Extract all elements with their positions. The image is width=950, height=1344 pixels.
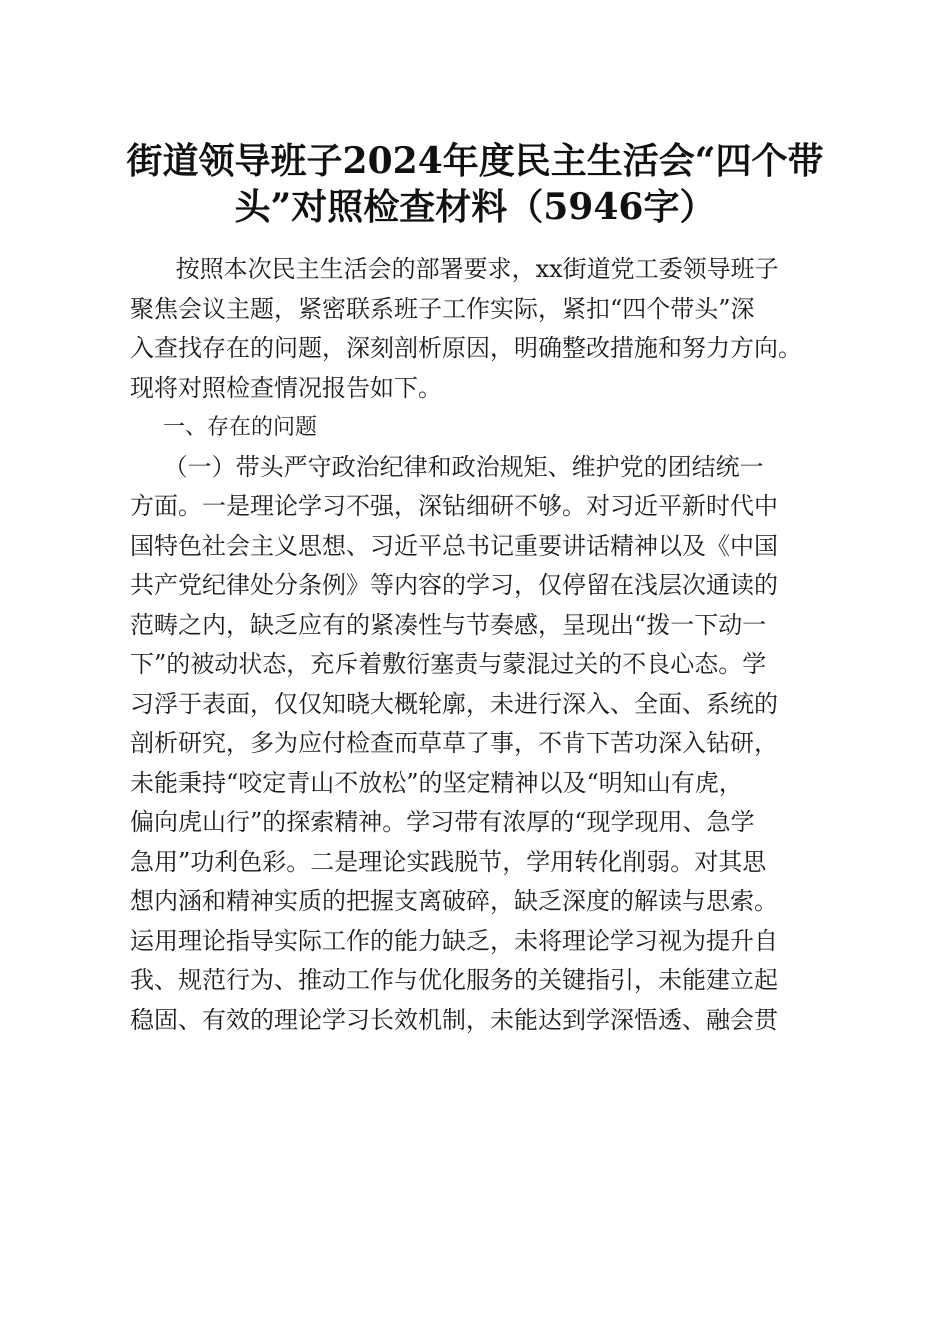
section-heading: 一、存在的问题 [163,415,318,440]
subsection-paragraph [130,448,830,1041]
subsection-line: 稳固、有效的理论学习长效机制，未能达到学深悟透、融会贯 [130,1005,778,1034]
intro-line: 聚焦会议主题，紧密联系班子工作实际，紧扣“四个带头”深 [130,294,755,323]
intro-line: 现将对照检查情况报告如下。 [130,373,442,402]
subsection-line: 剖析研究，多为应付检查而草草了事，不肯下苦功深入钻研， [130,729,778,757]
subsection-line: 我、规范行为、推动工作与优化服务的关键指引，未能建立起 [130,966,778,994]
title-line-1: 街道领导班子2024年度民主生活会“四个带 [126,140,824,182]
title-line-2: 头”对照检查材料（5946字） [234,186,716,228]
subsection-line: 想内涵和精神实质的把握支离破碎，缺乏深度的解读与思索。 [130,887,778,915]
subsection-line: 未能秉持“咬定青山不放松”的坚定精神以及“明知山有虎， [130,768,743,797]
subsection-line: 共产党纪律处分条例》等内容的学习，仅停留在浅层次通读的 [130,571,778,599]
document-title [100,138,850,230]
subsection-line: 习浮于表面，仅仅知晓大概轮廓，未进行深入、全面、系统的 [130,689,778,718]
subsection-line: 下”的被动状态，充斥着敷衍塞责与蒙混过关的不良心态。学 [130,650,767,678]
subsection-line: 运用理论指导实际工作的能力缺乏，未将理论学习视为提升自 [130,926,778,955]
intro-line: 按照本次民主生活会的部署要求，xx街道党工委领导班子 [175,255,779,283]
subsection-line: （一）带头严守政治纪律和政治规矩、维护党的团结统一 [163,452,764,481]
intro-line: 入查找存在的问题，深刻剖析原因，明确整改措施和努力方向。 [130,334,802,362]
subsection-line: 范畴之内，缺乏应有的紧凑性与节奏感，呈现出“拨一下动一 [130,610,767,639]
subsection-line: 方面。一是理论学习不强，深钻细研不够。对习近平新时代中 [130,492,778,520]
document-body [130,250,830,1040]
subsection-line: 急用”功利色彩。二是理论实践脱节，学用转化削弱。对其思 [130,847,767,876]
subsection-line: 偏向虎山行”的探索精神。学习带有浓厚的“现学现用、急学 [130,808,755,836]
intro-paragraph [130,250,830,408]
subsection-line: 国特色社会主义思想、习近平总书记重要讲话精神以及《中国 [130,531,778,560]
